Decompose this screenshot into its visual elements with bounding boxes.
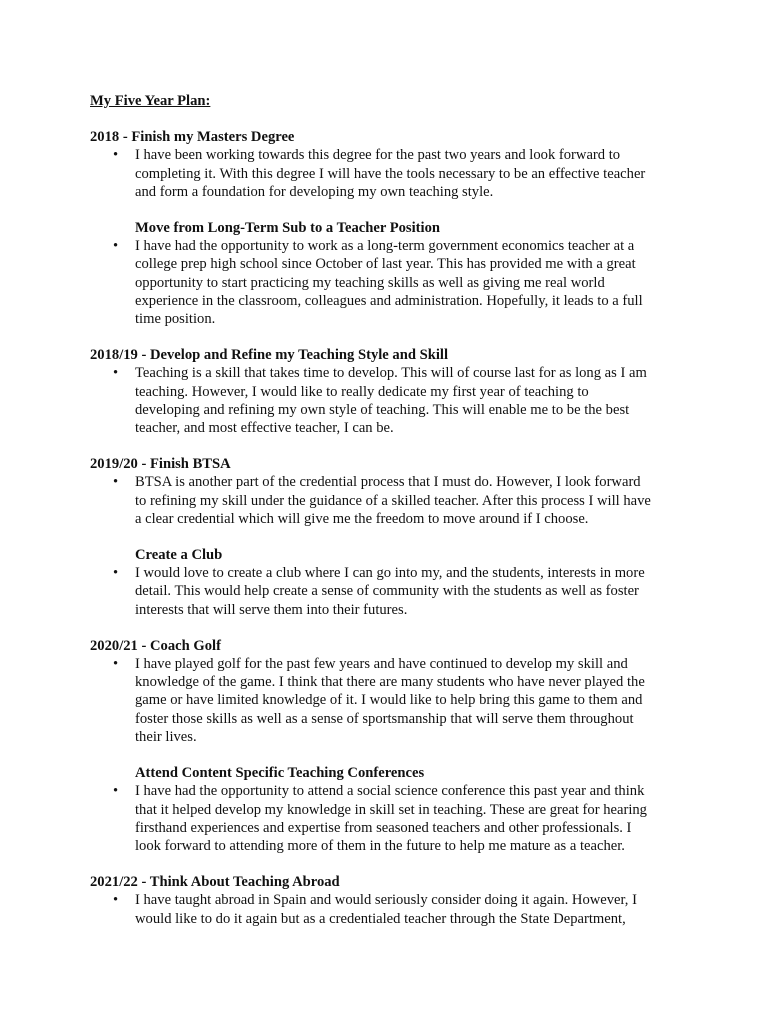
paragraph-line: and form a foundation for developing my own teaching style. [135,183,494,200]
paragraph-line: Teaching is a skill that takes time to develop. This will of course last for as long as I am [135,365,647,382]
bullet-icon: • [113,474,119,491]
bullet-icon: • [113,365,119,382]
paragraph-line: college prep high school since October of last year. This has provided me with a great [135,256,636,273]
section-block [90,764,690,855]
bullet-item [113,655,690,746]
bullet-item [113,146,690,201]
section-block [90,219,690,328]
paragraph-line: teacher, and most effective teacher, I can be. [135,420,394,437]
paragraph-line: teaching. However, I would like to really dedicate my first year of teaching to [135,383,589,400]
bullet-item [113,782,690,855]
plan-section [90,128,690,328]
paragraph-line: knowledge of the game. I think that there are many students who have never played the [135,674,645,691]
section-heading: 2018 - Finish my Masters Degree [90,129,295,146]
sub-heading: Create a Club [135,547,223,564]
paragraph-line: a clear credential which will give me the freedom to move around if I choose. [135,510,589,527]
paragraph-line: firsthand experiences and expertise from seasoned teachers and other professionals. I [135,819,632,836]
bullet-icon: • [113,656,119,673]
section-block [90,473,690,528]
paragraph-line: completing it. With this degree I will have the tools necessary to be an effective teacher [135,165,646,182]
section-block [90,146,690,201]
document-title: My Five Year Plan: [90,93,211,109]
paragraph-line: I have played golf for the past few years and have continued to develop my skill and [135,656,628,673]
paragraph-line: developing and refining my own style of teaching. This will enable me to be the best [135,401,630,418]
plan-section [90,455,690,619]
bullet-item [113,564,690,619]
paragraph-line: BTSA is another part of the credential process that I must do. However, I look forward [135,474,641,491]
bullet-item [113,473,690,528]
paragraph-line: their lives. [135,728,197,745]
section-block [90,891,690,927]
section-block [90,655,690,746]
bullet-icon: • [113,238,119,255]
bullet-item [113,237,690,328]
paragraph-line: I have been working towards this degree for the past two years and look forward to [135,147,621,164]
paragraph-line: I have taught abroad in Spain and would seriously consider doing it again. However, I [135,892,637,909]
paragraph-line: time position. [135,311,216,328]
paragraph-line: look forward to attending more of them in the future to help me mature as a teacher. [135,837,625,854]
paragraph-line: foster those skills as well as a sense of sportsmanship that will serve them throughout [135,710,634,727]
section-block [90,546,690,619]
plan-section [90,346,690,437]
section-block [90,364,690,437]
plan-section [90,873,690,928]
section-heading: 2020/21 - Coach Golf [90,637,221,654]
paragraph-line: interests that will serve them into their futures. [135,601,408,618]
paragraph-line: would like to do it again but as a credentialed teacher through the State Department, [135,910,626,927]
section-heading: 2018/19 - Develop and Refine my Teaching Style and Skill [90,347,448,364]
sub-heading: Move from Long-Term Sub to a Teacher Position [135,220,440,237]
paragraph-line: to refining my skill under the guidance of a skilled teacher. After this process I will have [135,492,651,509]
bullet-icon: • [113,892,119,909]
bullet-icon: • [113,147,119,164]
paragraph-line: that it helped develop my knowledge in skill set in teaching. These are great for hearing [135,801,647,818]
bullet-icon: • [113,783,119,800]
section-heading: 2021/22 - Think About Teaching Abroad [90,874,340,891]
document-body [90,92,690,946]
paragraph-line: I would love to create a club where I can go into my, and the students, interests in more [135,565,645,582]
bullet-item [113,891,690,927]
section-heading: 2019/20 - Finish BTSA [90,456,231,473]
plan-section [90,637,690,855]
sub-heading: Attend Content Specific Teaching Conferences [135,765,425,782]
paragraph-line: I have had the opportunity to attend a social science conference this past year and think [135,783,645,800]
paragraph-line: I have had the opportunity to work as a long-term government economics teacher at a [135,238,635,255]
paragraph-line: opportunity to start practicing my teaching skills as well as giving me real world [135,274,605,291]
paragraph-line: game or have limited knowledge of it. I would like to help bring this game to them and [135,692,643,709]
paragraph-line: detail. This would help create a sense of community with the students as well as foster [135,583,639,600]
paragraph-line: experience in the classroom, colleagues and administration. Hopefully, it leads to a full [135,292,643,309]
bullet-icon: • [113,565,119,582]
bullet-item [113,364,690,437]
